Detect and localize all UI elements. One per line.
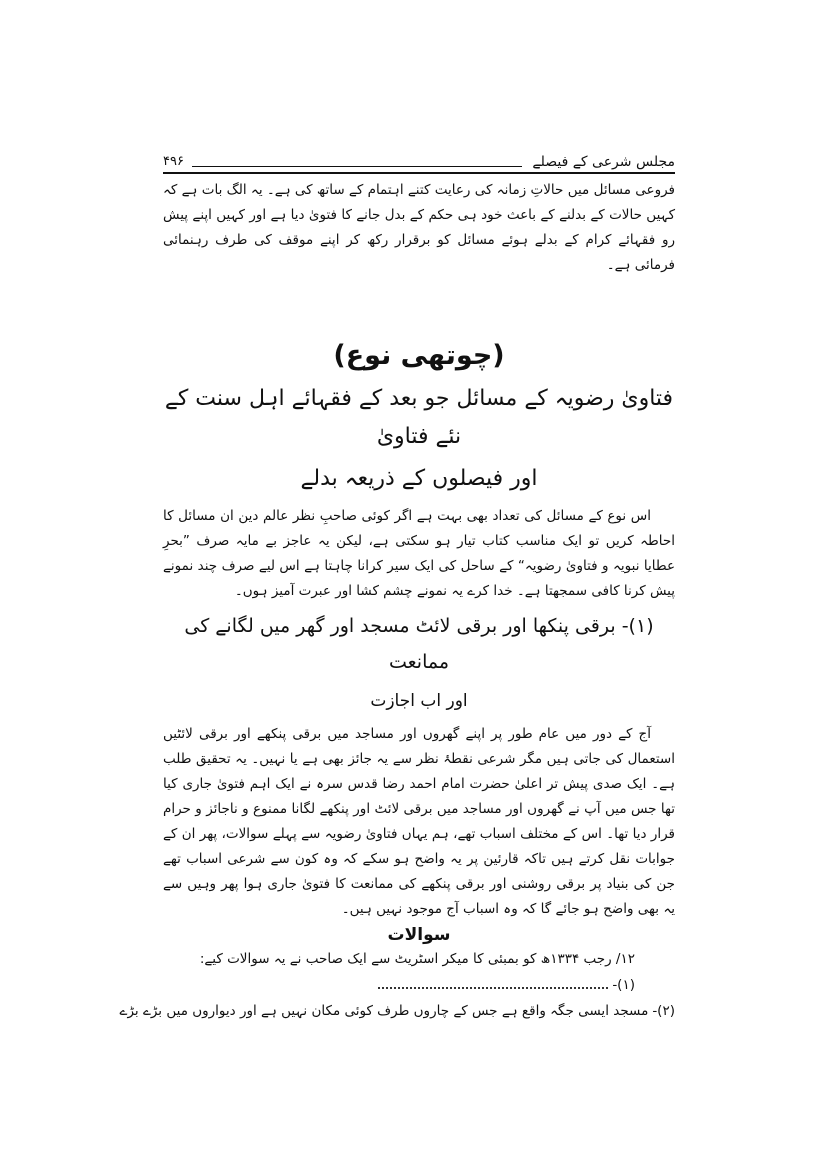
section-heading-line1: (۱)- برقی پنکھا اور برقی لائٹ مسجد اور گھر میں لگانے کی ممانعت (184, 615, 654, 673)
questions-date-line: ۱۲/ رجب ۱۳۳۴ھ کو بمبئی کا میکر اسٹریٹ سے ایک صاحب نے یہ سوالات کیے: (199, 951, 635, 967)
question-text: مسجد ایسی جگہ واقع ہے جس کے چاروں طرف کوئی مکان نہیں ہے اور دیواروں میں بڑے بڑے (119, 1003, 649, 1019)
chapter-title-line2: اور فیصلوں کے ذریعہ بدلے (300, 466, 538, 491)
elided-text-dots (378, 987, 608, 989)
running-header (163, 148, 675, 174)
intro-section (163, 178, 675, 278)
question-number: (۱)- (612, 977, 635, 993)
running-title: مجلس شرعی کے فیصلے (532, 154, 675, 170)
questions-heading: سوالات (387, 925, 451, 945)
chapter-intro-section (163, 504, 675, 604)
page-number: ۴۹۶ (163, 154, 184, 169)
chapter-paragraph: اس نوع کے مسائل کی تعداد بھی بہت ہے اگر کوئی صاحبِ نظر عالم دین ان مسائل کا احاطہ کریں تو ایک مناسب کتاب تیار ہو سکتی ہے، لیکن یہ عاجز بے مایہ صرف ”بحرِ عطایا نبویہ و فتاویٰ رضویہ“ کے ساحل کی ایک سیر کرانا چاہتا ہے اس لیے صرف چند نمونے پیش کرنا کافی سمجھتا ہے۔ خدا کرے یہ نمونے چشم کشا اور عبرت آمیز ہوں۔ (163, 508, 675, 599)
chapter-title-line1: فتاویٰ رضویہ کے مسائل جو بعد کے فقہائے اہل سنت کے نئے فتاویٰ (164, 386, 674, 449)
document-page (119, 148, 675, 1024)
intro-paragraph: فروعی مسائل میں حالاتِ زمانہ کی رعایت کتنے اہتمام کے ساتھ کی ہے۔ یہ الگ بات ہے کہ کہیں حالات کے بدلنے کے باعث خود ہی حکم کے بدل جانے کا فتویٰ دیا ہے اور کہیں اپنے پیش رو فقہائے کرام کے بدلے ہوئے مسائل کو برقرار رکھ کر اپنے موقف کی طرف رہنمائی فرمائی ہے۔ (163, 182, 675, 273)
chapter-label: (چوتھی نوع) (333, 340, 505, 371)
question-item-2 (119, 998, 675, 1024)
section-heading-line2: اور اب اجازت (370, 691, 468, 711)
section-paragraph: آج کے دور میں عام طور پر اپنے گھروں اور مساجد میں برقی پنکھے اور برقی لائٹیں استعمال کی جاتی ہیں مگر شرعی نقطۂ نظر سے یہ جائز بھی ہے یا نہیں۔ یہ تحقیق طلب ہے۔ ایک صدی پیش تر اعلیٰ حضرت امام احمد رضا قدس سرہ نے ایک اہم فتویٰ جاری کیا تھا جس میں آپ نے گھروں اور مساجد میں برقی لائٹ اور پنکھے لگانا ممنوع و ناجائز و حرام قرار دیا تھا۔ اس کے مختلف اسباب تھے، ہم یہاں فتاویٰ رضویہ سے پہلے سوالات، پھر ان کے جوابات نقل کرتے ہیں تاکہ قارئین پر یہ واضح ہو سکے کہ وہ کون سے شرعی اسباب تھے جن کی بنیاد پر برقی روشنی اور برقی پنکھے کی ممانعت کا فتویٰ جاری ہوا پھر وہیں سے یہ بھی واضح ہو جائے گا کہ وہ اسباب آج موجود نہیں ہیں۔ (163, 726, 675, 917)
question-number: (۲)- (652, 1003, 675, 1019)
chapter-heading-block (163, 336, 675, 498)
question-item-1 (163, 972, 675, 998)
header-rule (192, 166, 522, 167)
section-body (163, 722, 675, 922)
